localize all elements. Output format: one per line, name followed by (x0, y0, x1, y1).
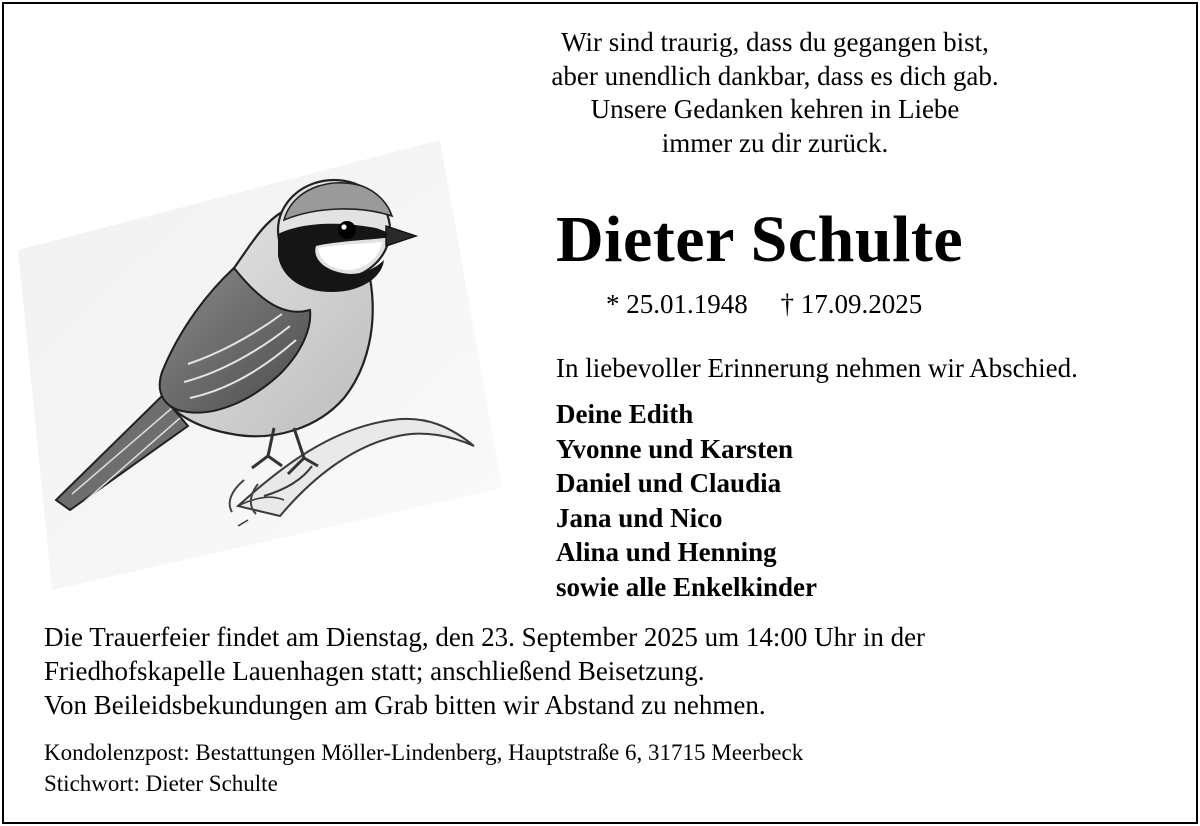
condolence-contact (44, 737, 803, 799)
ceremony-line: Friedhofskapelle Lauenhagen statt; anschließend Beisetzung. (44, 656, 705, 686)
mourner-entry: Alina und Henning (556, 537, 777, 568)
mourners-list (556, 397, 817, 605)
bird-illustration-icon (12, 128, 512, 598)
ceremony-line: Von Beileidsbekundungen am Grab bitten wir Abstand zu nehmen. (44, 690, 766, 720)
condolence-keyword: Stichwort: Dieter Schulte (44, 771, 278, 796)
poem-line: Wir sind traurig, dass du gegangen bist, (561, 27, 989, 57)
mourner-entry: sowie alle Enkelkinder (556, 571, 818, 602)
mourner-entry: Yvonne und Karsten (556, 433, 794, 464)
mourner-entry: Deine Edith (556, 399, 694, 429)
poem-line: aber unendlich dankbar, dass es dich gab. (551, 60, 999, 91)
mourner-entry: Daniel und Claudia (556, 468, 782, 499)
birth-date: * 25.01.1948 (606, 289, 748, 319)
poem-line: Unsere Gedanken kehren in Liebe (590, 94, 960, 124)
farewell-intro: In liebevoller Erinnerung nehmen wir Abschied. (556, 353, 1078, 383)
funeral-details (44, 620, 925, 722)
deceased-name: Dieter Schulte (556, 203, 964, 276)
condolence-address: Kondolenzpost: Bestattungen Möller-Lindenberg, Hauptstraße 6, 31715 Meerbeck (44, 740, 804, 765)
poem-line: immer zu dir zurück. (661, 127, 889, 158)
death-date: † 17.09.2025 (780, 289, 923, 319)
memorial-poem (480, 26, 1070, 160)
mourner-entry: Jana und Nico (556, 502, 723, 533)
ceremony-line: Die Trauerfeier findet am Dienstag, den 23. September 2025 um 14:00 Uhr in der (44, 622, 926, 652)
life-dates (606, 286, 922, 322)
